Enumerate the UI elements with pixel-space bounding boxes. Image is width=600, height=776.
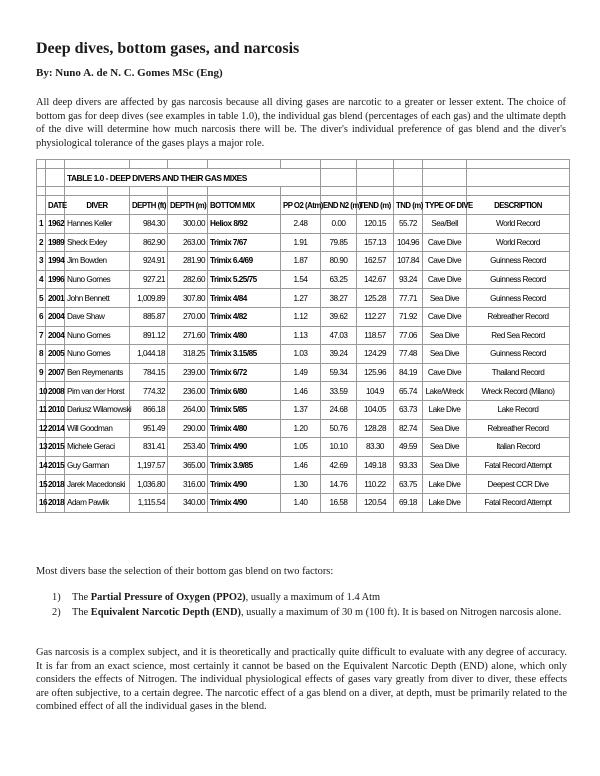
cell-end: 33.59 (321, 382, 357, 401)
table-empty-cell (130, 187, 168, 196)
cell-mix: Trimix 5/85 (208, 400, 281, 419)
cell-m: 264.00 (168, 400, 208, 419)
cell-desc: Guinness Record (467, 270, 570, 289)
cell-ft: 774.32 (130, 382, 168, 401)
cell-tend: 124.29 (357, 345, 394, 364)
cell-end: 0.00 (321, 215, 357, 234)
table-empty-cell (37, 169, 46, 187)
cell-mix: Trimix 4/80 (208, 326, 281, 345)
table-empty-cell (281, 160, 321, 169)
table-column-header: PP O2 (Atm) (281, 196, 321, 215)
row-number: 4 (37, 270, 46, 289)
row-number: 13 (37, 438, 46, 457)
cell-ft: 862.90 (130, 233, 168, 252)
cell-date: 2008 (46, 382, 65, 401)
cell-end: 39.24 (321, 345, 357, 364)
cell-date: 2007 (46, 363, 65, 382)
cell-tnd: 82.74 (394, 419, 423, 438)
table-spacer-row (37, 160, 570, 169)
cell-type: Lake Dive (423, 493, 467, 512)
cell-date: 2015 (46, 456, 65, 475)
cell-tend: 142.67 (357, 270, 394, 289)
cell-m: 307.80 (168, 289, 208, 308)
cell-diver: Will Goodman (65, 419, 130, 438)
dive-table (36, 159, 570, 513)
cell-diver: Pim van der Horst (65, 382, 130, 401)
cell-m: 282.60 (168, 270, 208, 289)
cell-type: Sea/Bell (423, 215, 467, 234)
cell-date: 2010 (46, 400, 65, 419)
row-number: 9 (37, 363, 46, 382)
cell-type: Lake Dive (423, 400, 467, 419)
cell-ft: 1,009.89 (130, 289, 168, 308)
cell-m: 300.00 (168, 215, 208, 234)
cell-mix: Trimix 6/72 (208, 363, 281, 382)
table-column-header: DATE (46, 196, 65, 215)
cell-tend: 120.15 (357, 215, 394, 234)
table-empty-cell (423, 169, 467, 187)
cell-tnd: 93.24 (394, 270, 423, 289)
cell-tend: 110.22 (357, 475, 394, 494)
table-row (37, 438, 570, 457)
cell-tnd: 69.18 (394, 493, 423, 512)
cell-tend: 104.05 (357, 400, 394, 419)
cell-type: Lake Dive (423, 475, 467, 494)
cell-end: 50.76 (321, 419, 357, 438)
cell-tend: 125.96 (357, 363, 394, 382)
cell-ppo2: 2.48 (281, 215, 321, 234)
cell-type: Cave Dive (423, 307, 467, 326)
cell-diver: Nuno Gomes (65, 345, 130, 364)
factor-term: Partial Pressure of Oxygen (PPO2) (90, 592, 246, 603)
cell-date: 2018 (46, 493, 65, 512)
row-number: 8 (37, 345, 46, 364)
row-number: 7 (37, 326, 46, 345)
table-empty-cell (37, 160, 46, 169)
cell-desc: World Record (467, 233, 570, 252)
factor-term: Equivalent Narcotic Depth (END) (90, 607, 241, 619)
cell-tnd: 71.92 (394, 307, 423, 326)
cell-ppo2: 1.20 (281, 419, 321, 438)
factor-prefix: The (72, 592, 91, 603)
cell-type: Sea Dive (423, 289, 467, 308)
cell-ppo2: 1.91 (281, 233, 321, 252)
factor-prefix: The (72, 607, 91, 619)
cell-diver: John Bennett (65, 289, 130, 308)
table-empty-cell (467, 160, 570, 169)
cell-tnd: 77.06 (394, 326, 423, 345)
factors-lead: Most divers base the selection of their bottom gas blend on two factors: (36, 566, 334, 577)
table-header-row (37, 196, 570, 215)
cell-end: 79.85 (321, 233, 357, 252)
cell-tend: 112.27 (357, 307, 394, 326)
cell-tnd: 84.19 (394, 363, 423, 382)
table-row (37, 289, 570, 308)
cell-desc: Rebreather Record (467, 419, 570, 438)
cell-diver: Nuno Gomes (65, 326, 130, 345)
table-row (37, 326, 570, 345)
cell-m: 365.00 (168, 456, 208, 475)
cell-mix: Trimix 4/82 (208, 307, 281, 326)
table-column-header: DEPTH (ft) (130, 196, 168, 215)
cell-end: 42.69 (321, 456, 357, 475)
cell-desc: Deepest CCR Dive (467, 475, 570, 494)
cell-tend: 157.13 (357, 233, 394, 252)
cell-diver: Sheck Exley (65, 233, 130, 252)
dive-table-container (36, 159, 569, 539)
row-number: 10 (37, 382, 46, 401)
cell-end: 38.27 (321, 289, 357, 308)
row-number: 12 (37, 419, 46, 438)
table-empty-cell (208, 160, 281, 169)
factor-detail: , usually a maximum of 1.4 Atm (245, 592, 381, 603)
table-empty-cell (65, 187, 130, 196)
factor-item (52, 606, 567, 619)
table-empty-cell (357, 160, 394, 169)
table-row (37, 475, 570, 494)
cell-tnd: 93.33 (394, 456, 423, 475)
table-row (37, 419, 570, 438)
cell-end: 39.62 (321, 307, 357, 326)
cell-desc: Red Sea Record (467, 326, 570, 345)
cell-date: 2004 (46, 326, 65, 345)
cell-diver: Jim Bowden (65, 252, 130, 271)
cell-date: 2018 (46, 475, 65, 494)
cell-desc: Guinness Record (467, 252, 570, 271)
cell-m: 340.00 (168, 493, 208, 512)
table-spacer-row (37, 187, 570, 196)
cell-ppo2: 1.54 (281, 270, 321, 289)
cell-mix: Trimix 4/80 (208, 419, 281, 438)
cell-ppo2: 1.46 (281, 456, 321, 475)
row-number: 6 (37, 307, 46, 326)
cell-mix: Trimix 4/90 (208, 493, 281, 512)
cell-desc: Rebreather Record (467, 307, 570, 326)
table-empty-cell (467, 169, 570, 187)
cell-type: Lake/Wreck (423, 382, 467, 401)
cell-mix: Trimix 3.15/85 (208, 345, 281, 364)
table-column-header: BOTTOM MIX (208, 196, 281, 215)
table-empty-cell (321, 160, 357, 169)
cell-m: 290.00 (168, 419, 208, 438)
cell-ft: 784.15 (130, 363, 168, 382)
table-empty-cell (46, 169, 65, 187)
factors-list (52, 591, 567, 622)
table-row (37, 307, 570, 326)
table-empty-cell (394, 160, 423, 169)
row-number: 11 (37, 400, 46, 419)
table-row (37, 456, 570, 475)
cell-type: Cave Dive (423, 363, 467, 382)
factor-item (52, 591, 567, 604)
cell-desc: Guinness Record (467, 345, 570, 364)
cell-tnd: 77.71 (394, 289, 423, 308)
cell-date: 1962 (46, 215, 65, 234)
cell-tnd: 65.74 (394, 382, 423, 401)
cell-type: Sea Dive (423, 456, 467, 475)
table-row (37, 345, 570, 364)
table-empty-cell (423, 160, 467, 169)
cell-end: 80.90 (321, 252, 357, 271)
row-number: 3 (37, 252, 46, 271)
factor-number: 2) (52, 607, 61, 619)
table-row (37, 382, 570, 401)
table-empty-cell (321, 187, 357, 196)
table-row (37, 493, 570, 512)
cell-diver: Dave Shaw (65, 307, 130, 326)
cell-date: 1989 (46, 233, 65, 252)
table-row (37, 233, 570, 252)
table-column-header: TND (m) (394, 196, 423, 215)
cell-tend: 149.18 (357, 456, 394, 475)
cell-diver: Michele Geraci (65, 438, 130, 457)
table-caption: TABLE 1.0 - DEEP DIVERS AND THEIR GAS MIXES (65, 169, 321, 187)
table-empty-cell (423, 187, 467, 196)
factor-detail: , usually a maximum of 30 m (100 ft). It is based on Nitrogen narcosis alone. (240, 607, 562, 619)
table-column-header: DEPTH (m) (168, 196, 208, 215)
row-number: 15 (37, 475, 46, 494)
cell-date: 2001 (46, 289, 65, 308)
table-empty-cell (357, 169, 394, 187)
cell-ft: 984.30 (130, 215, 168, 234)
table-empty-cell (65, 160, 130, 169)
cell-ppo2: 1.87 (281, 252, 321, 271)
cell-tnd: 107.84 (394, 252, 423, 271)
table-column-header: DIVER (65, 196, 130, 215)
cell-type: Sea Dive (423, 326, 467, 345)
table-empty-cell (394, 187, 423, 196)
cell-m: 271.60 (168, 326, 208, 345)
cell-end: 16.58 (321, 493, 357, 512)
table-row (37, 270, 570, 289)
table-column-header: TYPE OF DIVE (423, 196, 467, 215)
table-row (37, 400, 570, 419)
table-row (37, 252, 570, 271)
cell-diver: Hannes Keller (65, 215, 130, 234)
cell-tend: 118.57 (357, 326, 394, 345)
table-empty-cell (281, 187, 321, 196)
intro-paragraph: All deep divers are affected by gas narcosis because all diving gases are narcotic to a greater or lesser extent. The choice of bottom gas for deep dives (see examples in table 1.0), the individual gas blend (percentages of each gas) and the ultimate depth of the dive will determine how much narcosis there will be. The diver's individual preference of gas blend and the diver's physiological tolerance of the gases plays a major role. (36, 97, 566, 149)
cell-date: 1994 (46, 252, 65, 271)
cell-ft: 1,197.57 (130, 456, 168, 475)
cell-ft: 951.49 (130, 419, 168, 438)
cell-tend: 128.28 (357, 419, 394, 438)
cell-tnd: 63.75 (394, 475, 423, 494)
table-empty-cell (357, 187, 394, 196)
cell-ft: 1,036.80 (130, 475, 168, 494)
cell-diver: Adam Pawlik (65, 493, 130, 512)
cell-type: Cave Dive (423, 233, 467, 252)
table-empty-cell (130, 160, 168, 169)
cell-tend: 83.30 (357, 438, 394, 457)
cell-end: 24.68 (321, 400, 357, 419)
cell-mix: Trimix 3.9/85 (208, 456, 281, 475)
table-empty-cell (168, 160, 208, 169)
cell-tnd: 104.96 (394, 233, 423, 252)
cell-desc: Guinness Record (467, 289, 570, 308)
table-empty-cell (467, 187, 570, 196)
cell-date: 2014 (46, 419, 65, 438)
author-byline: By: Nuno A. de N. C. Gomes MSc (Eng) (36, 67, 223, 79)
cell-ppo2: 1.03 (281, 345, 321, 364)
table-column-header: DESCRIPTION (467, 196, 570, 215)
row-number: 2 (37, 233, 46, 252)
table-empty-cell (46, 187, 65, 196)
cell-tnd: 55.72 (394, 215, 423, 234)
cell-tnd: 49.59 (394, 438, 423, 457)
cell-mix: Trimix 6.4/69 (208, 252, 281, 271)
table-empty-cell (37, 187, 46, 196)
cell-m: 253.40 (168, 438, 208, 457)
cell-mix: Trimix 4/84 (208, 289, 281, 308)
cell-date: 1996 (46, 270, 65, 289)
cell-ft: 891.12 (130, 326, 168, 345)
cell-ppo2: 1.05 (281, 438, 321, 457)
table-row (37, 215, 570, 234)
cell-m: 263.00 (168, 233, 208, 252)
cell-end: 47.03 (321, 326, 357, 345)
cell-desc: Thailand Record (467, 363, 570, 382)
table-column-header: END N2 (m) (321, 196, 357, 215)
cell-ppo2: 1.40 (281, 493, 321, 512)
row-number: 16 (37, 493, 46, 512)
cell-m: 318.25 (168, 345, 208, 364)
table-empty-cell (168, 187, 208, 196)
cell-type: Cave Dive (423, 270, 467, 289)
row-number: 5 (37, 289, 46, 308)
cell-desc: Fatal Record Attempt (467, 456, 570, 475)
cell-type: Sea Dive (423, 419, 467, 438)
cell-desc: Fatal Record Attempt (467, 493, 570, 512)
cell-m: 316.00 (168, 475, 208, 494)
table-empty-cell (394, 169, 423, 187)
table-column-header: TEND (m) (357, 196, 394, 215)
table-caption-row (37, 169, 570, 187)
cell-ft: 885.87 (130, 307, 168, 326)
cell-ppo2: 1.46 (281, 382, 321, 401)
table-empty-cell (37, 196, 46, 215)
cell-date: 2005 (46, 345, 65, 364)
cell-tend: 125.28 (357, 289, 394, 308)
cell-end: 14.76 (321, 475, 357, 494)
cell-ppo2: 1.49 (281, 363, 321, 382)
table-empty-cell (46, 160, 65, 169)
cell-ft: 924.91 (130, 252, 168, 271)
cell-ppo2: 1.27 (281, 289, 321, 308)
table-empty-cell (321, 169, 357, 187)
cell-date: 2015 (46, 438, 65, 457)
cell-tend: 104.9 (357, 382, 394, 401)
cell-m: 239.00 (168, 363, 208, 382)
cell-mix: Trimix 5.25/75 (208, 270, 281, 289)
cell-tnd: 77.48 (394, 345, 423, 364)
cell-mix: Trimix 4/90 (208, 438, 281, 457)
cell-ft: 1,044.18 (130, 345, 168, 364)
cell-desc: Italian Record (467, 438, 570, 457)
cell-diver: Jarek Macedonski (65, 475, 130, 494)
cell-mix: Trimix 7/67 (208, 233, 281, 252)
cell-mix: Trimix 4/90 (208, 475, 281, 494)
cell-mix: Trimix 6/80 (208, 382, 281, 401)
cell-mix: Heliox 8/92 (208, 215, 281, 234)
cell-m: 270.00 (168, 307, 208, 326)
cell-ppo2: 1.13 (281, 326, 321, 345)
cell-ppo2: 1.12 (281, 307, 321, 326)
cell-diver: Dariusz Wilamowski (65, 400, 130, 419)
cell-end: 63.25 (321, 270, 357, 289)
cell-ft: 927.21 (130, 270, 168, 289)
table-empty-cell (208, 187, 281, 196)
cell-m: 236.00 (168, 382, 208, 401)
cell-end: 59.34 (321, 363, 357, 382)
cell-ft: 866.18 (130, 400, 168, 419)
page-title: Deep dives, bottom gases, and narcosis (36, 40, 300, 57)
cell-tend: 162.57 (357, 252, 394, 271)
cell-ft: 831.41 (130, 438, 168, 457)
cell-desc: Lake Record (467, 400, 570, 419)
cell-ppo2: 1.30 (281, 475, 321, 494)
cell-diver: Ben Reymenants (65, 363, 130, 382)
factor-number: 1) (52, 592, 61, 603)
cell-type: Sea Dive (423, 438, 467, 457)
cell-diver: Guy Garman (65, 456, 130, 475)
cell-m: 281.90 (168, 252, 208, 271)
cell-desc: Wreck Record (Milano) (467, 382, 570, 401)
cell-diver: Nuno Gomes (65, 270, 130, 289)
cell-tend: 120.54 (357, 493, 394, 512)
cell-ppo2: 1.37 (281, 400, 321, 419)
row-number: 14 (37, 456, 46, 475)
cell-tnd: 63.73 (394, 400, 423, 419)
cell-end: 10.10 (321, 438, 357, 457)
row-number: 1 (37, 215, 46, 234)
table-row (37, 363, 570, 382)
cell-type: Cave Dive (423, 252, 467, 271)
cell-date: 2004 (46, 307, 65, 326)
closing-paragraph: Gas narcosis is a complex subject, and it is theoretically and practically quite difficult to evaluate with any degree of accuracy. It is far from an exact science, most certainly it cannot be based on the Equivalent Narcotic Depth (END) alone, which only considers the effects of Nitrogen. The individual physiological effects of gases vary greatly from diver to diver, these effects are often subjective, to a certain degree. The narcotic effect of a gas blend on a diver, at depth, must be primarily related to the combined effect of all the individual gases in the blend. (36, 647, 567, 713)
cell-ft: 1,115.54 (130, 493, 168, 512)
cell-desc: World Record (467, 215, 570, 234)
cell-type: Sea Dive (423, 345, 467, 364)
